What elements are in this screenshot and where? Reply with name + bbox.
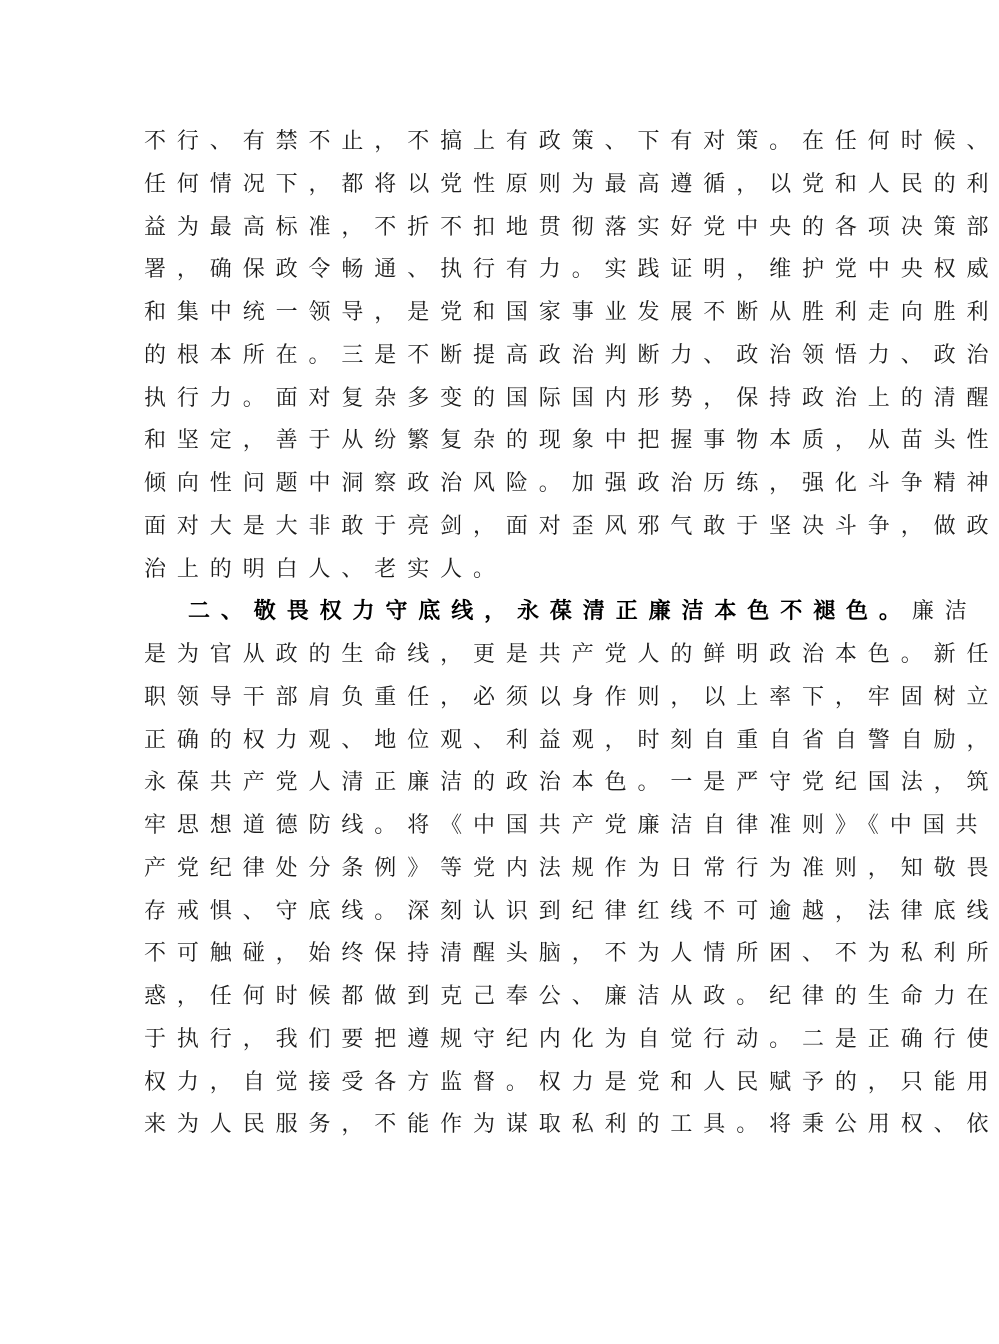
text-line: 的根本所在。三是不断提高政治判断力、政治领悟力、政治 xyxy=(144,342,999,368)
text-line: 是为官从政的生命线，更是共产党人的鲜明政治本色。新任 xyxy=(144,642,999,667)
text-line: 产党纪律处分条例》等党内法规作为日常行为准则，知敬畏 xyxy=(144,855,999,881)
text-line: 面对大是大非敢于亮剑，面对歪风邪气敢于坚决斗争，做政 xyxy=(144,513,999,539)
text-line: 来为人民服务，不能作为谋取私利的工具。将秉公用权、依 xyxy=(144,1112,999,1138)
document-page xyxy=(144,121,999,1147)
paragraph-1 xyxy=(144,121,999,591)
text-line: 权力，自觉接受各方监督。权力是党和人民赋予的，只能用 xyxy=(144,1069,999,1095)
text-line: 惑，任何时候都做到克己奉公、廉洁从政。纪律的生命力在 xyxy=(144,984,999,1009)
text-line: 益为最高标准，不折不扣地贯彻落实好党中央的各项决策部 xyxy=(144,214,999,240)
section-heading: 二、敬畏权力守底线，永葆清正廉洁本色不褪色。 xyxy=(188,599,912,625)
section-2-first-line xyxy=(144,591,978,634)
section-2 xyxy=(144,591,999,1147)
text-line: 永葆共产党人清正廉洁的政治本色。一是严守党纪国法，筑 xyxy=(144,770,999,796)
text-line: 职领导干部肩负重任，必须以身作则，以上率下，牢固树立 xyxy=(144,684,999,710)
text-line: 牢思想道德防线。将《中国共产党廉洁自律准则》《中国共 xyxy=(144,813,989,838)
text-line: 不可触碰，始终保持清醒头脑，不为人情所困、不为私利所 xyxy=(144,941,999,967)
text-line: 治上的明白人、老实人。 xyxy=(144,556,506,582)
text-line: 倾向性问题中洞察政治风险。加强政治历练，强化斗争精神 xyxy=(144,471,999,496)
text-line: 和坚定，善于从纷繁复杂的现象中把握事物本质，从苗头性 xyxy=(144,428,999,454)
text-line: 执行力。面对复杂多变的国际国内形势，保持政治上的清醒 xyxy=(144,385,999,411)
text-line: 正确的权力观、地位观、利益观，时刻自重自省自警自励， xyxy=(144,727,999,753)
text-line: 存戒惧、守底线。深刻认识到纪律红线不可逾越，法律底线 xyxy=(144,898,999,924)
text-line: 和集中统一领导，是党和国家事业发展不断从胜利走向胜利 xyxy=(144,300,999,325)
text-line: 任何情况下，都将以党性原则为最高遵循，以党和人民的利 xyxy=(144,171,999,197)
text-line: 于执行，我们要把遵规守纪内化为自觉行动。二是正确行使 xyxy=(144,1026,999,1052)
text-line: 不行、有禁不止，不搞上有政策、下有对策。在任何时候、 xyxy=(144,129,999,154)
text-run: 廉洁 xyxy=(911,599,978,625)
text-line: 署，确保政令畅通、执行有力。实践证明，维护党中央权威 xyxy=(144,257,999,283)
